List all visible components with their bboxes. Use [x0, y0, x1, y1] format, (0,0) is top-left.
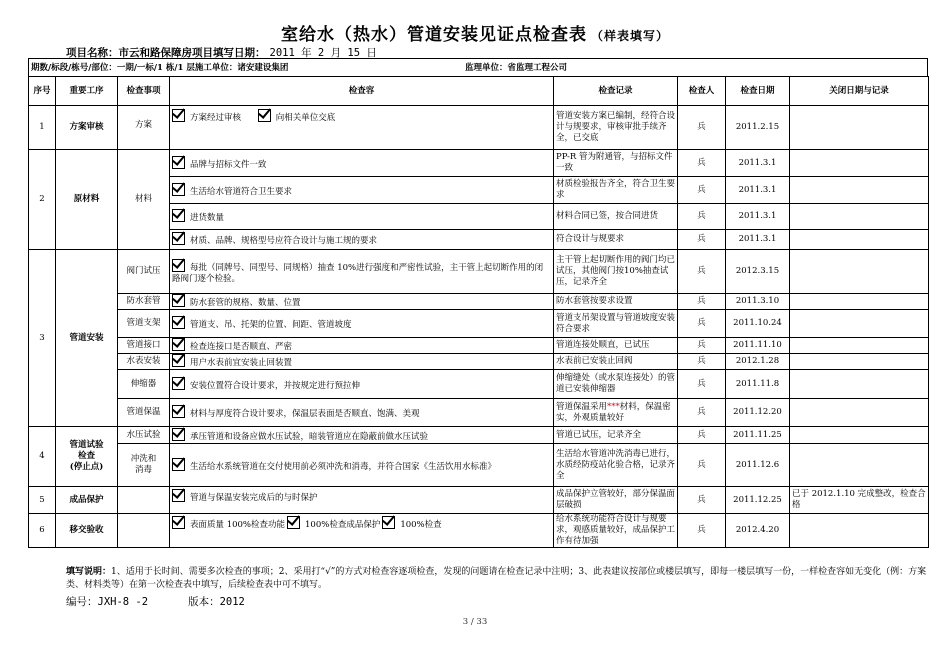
content-text: 100%检查 [400, 520, 442, 530]
row-content [170, 487, 554, 514]
row-inspector: 兵 [678, 354, 726, 370]
table-row [29, 354, 929, 370]
row-inspector: 兵 [678, 427, 726, 444]
row-record: 材料合同已签，按合同进货 [554, 204, 678, 230]
row-close [790, 514, 929, 548]
col-no: 序号 [29, 77, 56, 106]
row-close [790, 444, 929, 487]
checkbox-checked-icon[interactable] [382, 516, 395, 529]
row-no: 6 [29, 514, 56, 548]
row-date: 2011.11.25 [726, 427, 790, 444]
content-text: 品牌与招标文件一致 [190, 159, 267, 170]
fill-date: 2011 年 2 月 15 日 [269, 47, 377, 59]
row-date: 2012.1.28 [726, 354, 790, 370]
checkbox-checked-icon[interactable] [172, 316, 185, 329]
row-record: 防水套管按要求设置 [554, 294, 678, 310]
table-row [29, 250, 929, 294]
row-close [790, 250, 929, 294]
row-inspector: 兵 [678, 487, 726, 514]
table-row [29, 487, 929, 514]
checkbox-checked-icon[interactable] [172, 377, 185, 390]
row-date: 2012.4.20 [726, 514, 790, 548]
checkbox-checked-icon[interactable] [172, 516, 185, 529]
row-content [170, 514, 554, 548]
row-item: 材料 [118, 150, 170, 250]
checkbox-checked-icon[interactable] [172, 458, 185, 471]
checkbox-checked-icon[interactable] [172, 428, 185, 441]
row-inspector: 兵 [678, 294, 726, 310]
row-content [170, 204, 554, 230]
row-record: 主干管上起切断作用的阀门均已试压，其他阀门按10%抽查试压，记录齐全 [554, 250, 678, 294]
row-close [790, 427, 929, 444]
checkbox-checked-icon[interactable] [172, 338, 185, 351]
checkbox-checked-icon[interactable] [172, 183, 185, 196]
content-text: 检查连接口是否顺直、严密 [190, 342, 293, 352]
content-text: 表面质量 100%检查功能 [190, 520, 286, 530]
row-inspector: 兵 [678, 230, 726, 250]
row-close: 已于 2012.1.10 完成整改，检查合格 [790, 487, 929, 514]
row-date: 2011.12.25 [726, 487, 790, 514]
row-no: 3 [29, 250, 56, 427]
row-date: 2011.12.20 [726, 399, 790, 427]
form-version: 版本：2012 [188, 596, 245, 608]
row-date: 2011.3.1 [726, 230, 790, 250]
row-record: 管道支吊架设置与管道坡度安装符合要求 [554, 310, 678, 338]
table-row [29, 150, 929, 177]
row-inspector: 兵 [678, 338, 726, 354]
checkbox-checked-icon[interactable] [172, 489, 185, 502]
checkbox-checked-icon[interactable] [172, 354, 185, 367]
row-record: PP-R 管为附通管，与招标文件一致 [554, 150, 678, 177]
process-line: 检查 [77, 451, 95, 461]
row-inspector: 兵 [678, 204, 726, 230]
checkbox-checked-icon[interactable] [172, 405, 185, 418]
row-close [790, 338, 929, 354]
row-record: 管道安装方案已编制，经符合设计与规要求，审核审批手续齐全，已交底 [554, 106, 678, 150]
col-close: 关闭日期与记录 [790, 77, 929, 106]
fill-instructions [66, 566, 936, 592]
checkbox-checked-icon[interactable] [172, 209, 185, 222]
row-content [170, 338, 554, 354]
checkbox-checked-icon[interactable] [172, 109, 185, 122]
col-item: 检查事项 [118, 77, 170, 106]
row-inspector: 兵 [678, 370, 726, 399]
row-item: 方案 [118, 106, 170, 150]
col-content: 检查容 [170, 77, 554, 106]
record-text: 管道保温采用 [556, 401, 608, 412]
row-item: 伸缩器 [118, 370, 170, 399]
col-inspector: 检查人 [678, 77, 726, 106]
row-inspector: 兵 [678, 444, 726, 487]
row-date: 2011.3.1 [726, 177, 790, 204]
row-record: 生活给水管道冲洗消毒已进行，水质经防疫站化验合格，记录齐全 [554, 444, 678, 487]
row-close [790, 399, 929, 427]
row-inspector: 兵 [678, 399, 726, 427]
row-content [170, 294, 554, 310]
notes-label: 填写说明： [66, 567, 112, 577]
content-text: 生活给水管道符合卫生要求 [190, 186, 293, 197]
record-redacted: *** [607, 401, 620, 412]
row-date: 2011.3.10 [726, 294, 790, 310]
row-inspector: 兵 [678, 106, 726, 150]
table-row [29, 370, 929, 399]
row-content [170, 354, 554, 370]
content-text: 100%检查成品保护 [305, 520, 381, 530]
content-text: 管道与保温安装完成后的与时保护 [190, 493, 318, 503]
content-text: 方案经过审核 [190, 113, 242, 123]
row-close [790, 150, 929, 177]
row-close [790, 310, 929, 338]
content-text: 进货数量 [190, 213, 225, 223]
row-item: 管道接口 [118, 338, 170, 354]
row-close [790, 177, 929, 204]
project-label: 项目名称：市云和路保障房项目填写日期： [66, 47, 266, 59]
row-content [170, 106, 554, 150]
row-item: 水压试验 [118, 427, 170, 444]
content-text: 生活给水系统管道在交付使用前必须冲洗和消毒，并符合国家《生活饮用水标准》 [190, 461, 497, 472]
table-row [29, 427, 929, 444]
content-text: 材质、品牌、规格型号应符合设计与施工规的要求 [190, 236, 378, 246]
info-row [28, 58, 928, 76]
checkbox-checked-icon[interactable] [258, 109, 271, 122]
row-content [170, 310, 554, 338]
row-date: 2011.12.6 [726, 444, 790, 487]
row-record: 成品保护立管较好，部分保温面层破损 [554, 487, 678, 514]
record-text: 材料，保温密实，外观质量较好 [556, 401, 671, 423]
row-content [170, 444, 554, 487]
footer [66, 594, 285, 609]
row-no: 1 [29, 106, 56, 150]
row-content [170, 150, 554, 177]
row-content [170, 177, 554, 204]
checkbox-checked-icon[interactable] [172, 156, 185, 169]
row-close [790, 106, 929, 150]
row-date: 2011.3.1 [726, 204, 790, 230]
item-line: 消毒 [134, 465, 152, 475]
page-title [0, 20, 950, 45]
row-content [170, 427, 554, 444]
row-inspector: 兵 [678, 150, 726, 177]
row-item [118, 487, 170, 514]
row-content [170, 250, 554, 294]
row-process: 原材料 [56, 150, 118, 250]
item-line: 冲洗和 [130, 454, 157, 464]
row-date: 2012.3.15 [726, 250, 790, 294]
content-text: 每批（同牌号、同型号、同规格）抽查 10%进行强度和严密性试验，主干管上起切断作用的闭路阀门逐个检验。 [172, 262, 544, 284]
process-line: (停止点) [69, 462, 104, 472]
row-record: 水表前已安装止回阀 [554, 354, 678, 370]
row-close [790, 294, 929, 310]
table-row [29, 444, 929, 487]
page-number: 3 / 33 [462, 617, 488, 627]
row-record: 符合设计与规要求 [554, 230, 678, 250]
row-item: 阀门试压 [118, 250, 170, 294]
row-item [118, 514, 170, 548]
row-item: 水表安装 [118, 354, 170, 370]
row-item: 防水套管 [118, 294, 170, 310]
col-date: 检查日期 [726, 77, 790, 106]
content-text: 用户水表前宜安装止回装置 [190, 358, 293, 368]
title-text: 室给水（热水）管道安装见证点检查表 [280, 25, 587, 45]
header-row [29, 77, 929, 106]
row-process: 移交验收 [56, 514, 118, 548]
row-date: 2011.11.10 [726, 338, 790, 354]
row-content [170, 399, 554, 427]
checkbox-checked-icon[interactable] [287, 516, 300, 529]
checkbox-checked-icon[interactable] [172, 294, 185, 307]
row-no: 5 [29, 487, 56, 514]
checkbox-checked-icon[interactable] [172, 232, 185, 245]
content-text: 防水套管的规格、数量、位置 [190, 298, 301, 308]
row-date: 2011.11.8 [726, 370, 790, 399]
row-inspector: 兵 [678, 250, 726, 294]
info-left: 期数/标段/栋号/部位：一期/一标/1 栋/1 层施工单位：诸安建设集团 [31, 63, 289, 73]
checkbox-checked-icon[interactable] [172, 259, 185, 272]
row-close [790, 230, 929, 250]
row-process [56, 427, 118, 487]
content-text: 安装位置符合设计要求，并按规定进行预拉伸 [190, 380, 361, 391]
row-no: 2 [29, 150, 56, 250]
content-text: 向相关单位交底 [275, 113, 336, 123]
col-record: 检查记录 [554, 77, 678, 106]
row-process: 管道安装 [56, 250, 118, 427]
content-text: 管道支、吊、托架的位置、间距、管道坡度 [190, 320, 352, 330]
row-record: 给水系统功能符合设计与规要求，观感质量较好，成品保护工作有待加强 [554, 514, 678, 548]
row-record: 管道连接处顺直，已试压 [554, 338, 678, 354]
row-record: 材质检验报告齐全，符合卫生要求 [554, 177, 678, 204]
row-content [170, 230, 554, 250]
form-code: 编号：JXH-8 -2 [66, 596, 149, 608]
row-process: 方案审核 [56, 106, 118, 150]
content-text: 材料与厚度符合设计要求，保温层表面是否顺直、饱满、美观 [190, 409, 420, 419]
row-content [170, 370, 554, 399]
row-inspector: 兵 [678, 177, 726, 204]
row-close [790, 354, 929, 370]
row-record: 管道已试压，记录齐全 [554, 427, 678, 444]
title-note: （样表填写） [590, 29, 669, 43]
row-date: 2011.2.15 [726, 106, 790, 150]
row-close [790, 370, 929, 399]
col-process: 重要工序 [56, 77, 118, 106]
row-process: 成品保护 [56, 487, 118, 514]
row-inspector: 兵 [678, 310, 726, 338]
table-row [29, 399, 929, 427]
table-row [29, 514, 929, 548]
table-row [29, 310, 929, 338]
inspection-table [28, 76, 929, 548]
table-row [29, 294, 929, 310]
table-row [29, 338, 929, 354]
row-inspector: 兵 [678, 514, 726, 548]
process-line: 管道试验 [69, 440, 104, 450]
content-text: 承压管道和设备应做水压试验，暗装管道应在隐蔽前做水压试验 [190, 431, 429, 442]
row-item: 管道支架 [118, 310, 170, 338]
row-item [118, 444, 170, 487]
row-no: 4 [29, 427, 56, 487]
notes-text: 1、适用于长时间、需要多次检查的事项；2、采用打“√”的方式对检查容逐项检查，发现的问题请在检查记录中注明；3、此表建议按部位或楼层填写，即每一楼层填写一份，一样检查容如无变化（例：方案类、材料类等）在第一次检查表中填写，后续检查表中可不填写。 [66, 567, 927, 590]
row-date: 2011.3.1 [726, 150, 790, 177]
row-record [554, 399, 678, 427]
row-item: 管道保温 [118, 399, 170, 427]
row-record: 伸缩缝处（或水泵连接处）的管道已安装伸缩器 [554, 370, 678, 399]
row-close [790, 204, 929, 230]
supervisor-unit: 监理单位：省监理工程公司 [465, 63, 568, 73]
table-row [29, 106, 929, 150]
row-date: 2011.10.24 [726, 310, 790, 338]
